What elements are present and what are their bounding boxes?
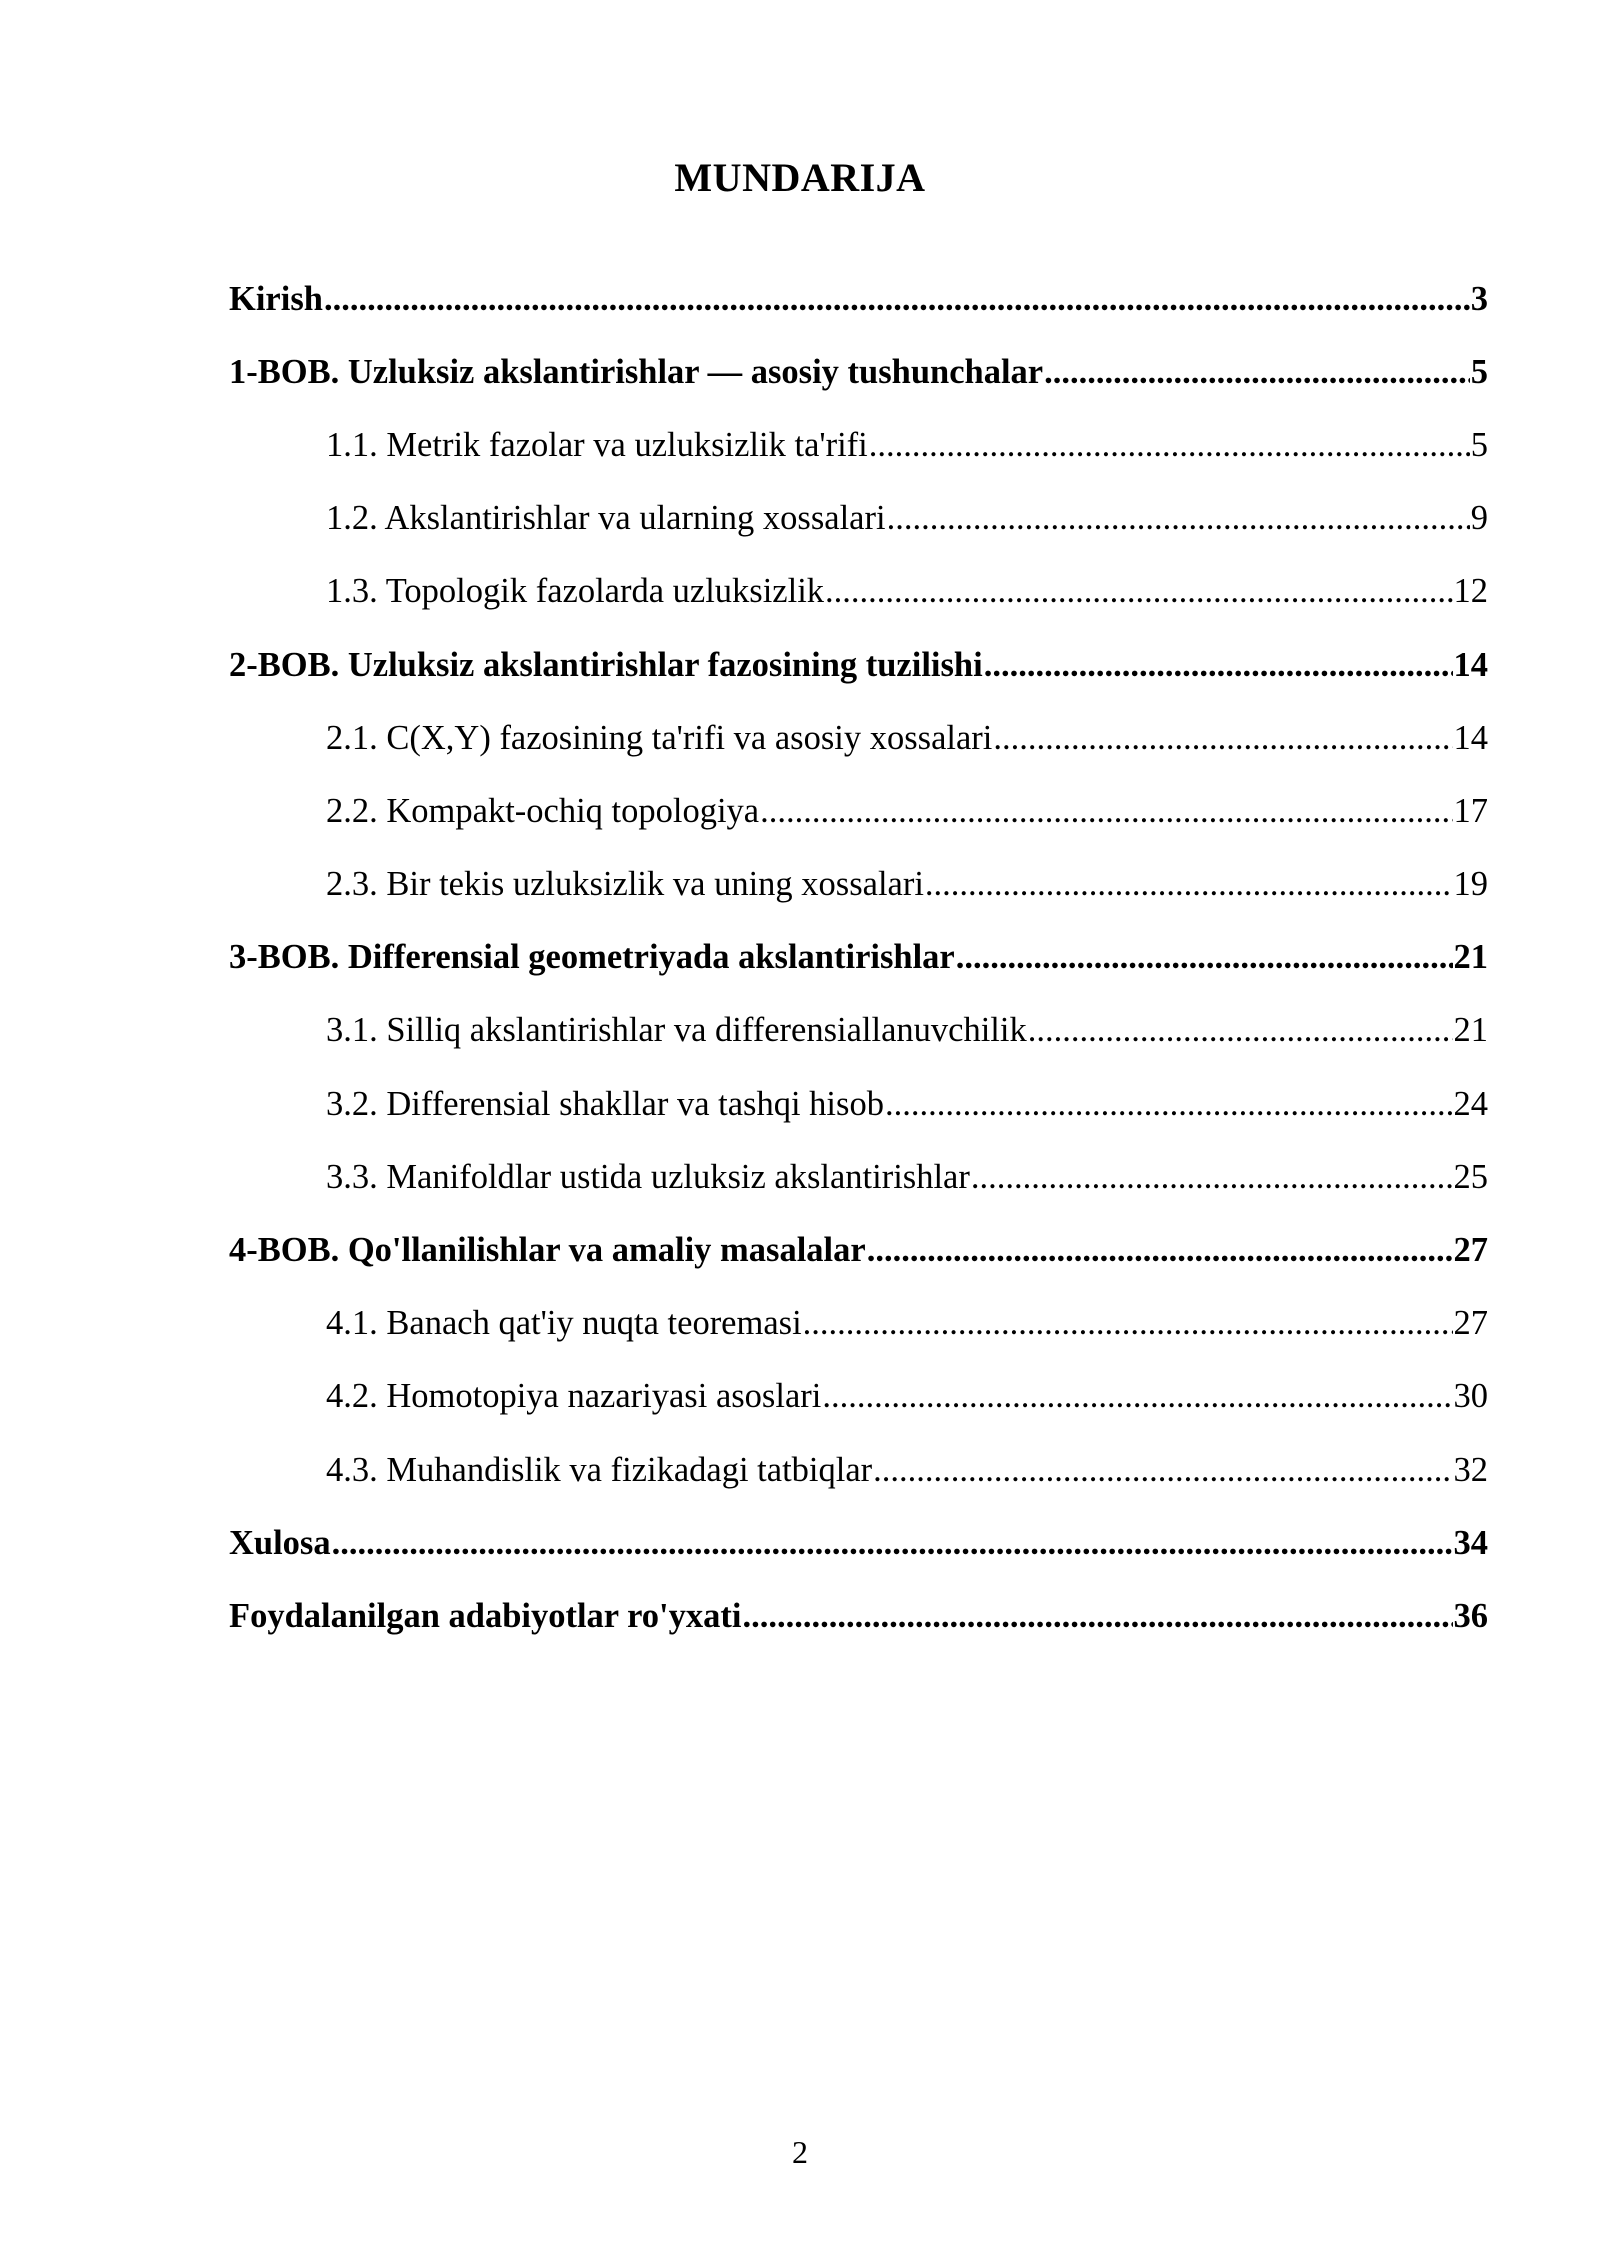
toc-section-entry[interactable]	[229, 1433, 1488, 1506]
toc-section-entry[interactable]	[229, 1140, 1488, 1213]
toc-entry-page: 14	[1453, 645, 1488, 684]
toc-entry-label: 3.2. Differensial shakllar va tashqi hisob	[326, 1084, 884, 1123]
toc-chapter-entry[interactable]	[229, 335, 1488, 408]
toc-section-entry[interactable]	[229, 701, 1488, 774]
toc-section-entry[interactable]	[229, 482, 1488, 555]
page-title: MUNDARIJA	[674, 155, 926, 200]
toc-entry-page: 21	[1453, 938, 1488, 977]
toc-dot-leader	[925, 862, 1453, 906]
toc-entry-label: 4.3. Muhandislik va fizikadagi tatbiqlar	[326, 1450, 873, 1489]
toc-entry-label: Kirish	[229, 279, 323, 318]
toc-entry-label: 3.1. Silliq akslantirishlar va differensiallanuvchilik	[326, 1011, 1027, 1050]
toc-section-entry[interactable]	[229, 848, 1488, 921]
toc-entry-page: 32	[1453, 1450, 1488, 1489]
toc-entry-label: 2.1. C(X,Y) fazosining ta'rifi va asosiy xossalari	[326, 718, 993, 757]
toc-section-entry[interactable]	[229, 1067, 1488, 1140]
toc-chapter-entry[interactable]	[229, 1506, 1488, 1579]
toc-dot-leader	[873, 1448, 1452, 1492]
toc-chapter-entry[interactable]	[229, 1579, 1488, 1652]
toc-dot-leader	[993, 716, 1452, 760]
toc-dot-leader	[825, 569, 1452, 613]
toc-dot-leader	[887, 496, 1470, 540]
toc-entry-page: 21	[1453, 1011, 1488, 1050]
toc-entry-page: 17	[1453, 791, 1488, 830]
toc-entry-label: 3.3. Manifoldlar ustida uzluksiz akslantirishlar	[326, 1157, 970, 1196]
toc-dot-leader	[867, 1228, 1453, 1272]
toc-entry-label: 1.1. Metrik fazolar va uzluksizlik ta'rifi	[326, 425, 868, 464]
toc-entry-page: 9	[1470, 499, 1488, 538]
toc-entry-label: 4.2. Homotopiya nazariyasi asoslari	[326, 1377, 822, 1416]
toc-entry-page: 3	[1470, 279, 1488, 318]
toc-section-entry[interactable]	[229, 1360, 1488, 1433]
toc-dot-leader	[803, 1301, 1453, 1345]
toc-section-entry[interactable]	[229, 408, 1488, 481]
toc-section-entry[interactable]	[229, 994, 1488, 1067]
toc-dot-leader	[822, 1374, 1452, 1418]
toc-dot-leader	[869, 423, 1470, 467]
toc-entry-label: Xulosa	[229, 1523, 331, 1562]
toc-chapter-entry[interactable]	[229, 921, 1488, 994]
toc-dot-leader	[760, 789, 1452, 833]
toc-entry-label: 3-BOB. Differensial geometriyada akslantirishlar	[229, 938, 955, 977]
toc-chapter-entry[interactable]	[229, 628, 1488, 701]
toc-dot-leader	[885, 1082, 1453, 1126]
toc-entry-page: 30	[1453, 1377, 1488, 1416]
toc-entry-page: 14	[1453, 718, 1488, 757]
toc-chapter-entry[interactable]	[229, 262, 1488, 335]
toc-dot-leader	[1044, 350, 1470, 394]
toc-entry-label: 4-BOB. Qo'llanilishlar va amaliy masalalar	[229, 1231, 866, 1270]
toc-entry-page: 27	[1453, 1304, 1488, 1343]
toc-entry-label: 2-BOB. Uzluksiz akslantirishlar fazosining tuzilishi	[229, 645, 983, 684]
toc-section-entry[interactable]	[229, 555, 1488, 628]
toc-entry-label: 4.1. Banach qat'iy nuqta teoremasi	[326, 1304, 802, 1343]
toc-entry-label: Foydalanilgan adabiyotlar ro'yxati	[229, 1596, 742, 1635]
toc-entry-page: 34	[1453, 1523, 1488, 1562]
toc-dot-leader	[956, 935, 1453, 979]
toc-entry-label: 1.2. Akslantirishlar va ularning xossalari	[326, 499, 886, 538]
toc-entry-page: 24	[1453, 1084, 1488, 1123]
toc-dot-leader	[332, 1521, 1453, 1565]
toc-dot-leader	[324, 277, 1470, 321]
toc-entry-page: 25	[1453, 1157, 1488, 1196]
toc-section-entry[interactable]	[229, 1287, 1488, 1360]
toc-chapter-entry[interactable]	[229, 1213, 1488, 1286]
toc-dot-leader	[742, 1594, 1452, 1638]
toc-entry-page: 36	[1453, 1596, 1488, 1635]
toc-entry-label: 2.3. Bir tekis uzluksizlik va uning xossalari	[326, 865, 924, 904]
toc-entry-page: 5	[1470, 425, 1488, 464]
toc-entry-label: 2.2. Kompakt-ochiq topologiya	[326, 791, 760, 830]
toc-dot-leader	[984, 643, 1453, 687]
table-of-contents	[229, 262, 1488, 1653]
toc-entry-label: 1.3. Topologik fazolarda uzluksizlik	[326, 572, 825, 611]
toc-entry-page: 5	[1470, 352, 1488, 391]
toc-dot-leader	[1028, 1008, 1453, 1052]
toc-entry-label: 1-BOB. Uzluksiz akslantirishlar — asosiy tushunchalar	[229, 352, 1044, 391]
toc-entry-page: 12	[1453, 572, 1488, 611]
toc-dot-leader	[971, 1155, 1453, 1199]
toc-entry-page: 19	[1453, 865, 1488, 904]
page-number: 2	[792, 2134, 808, 2170]
toc-section-entry[interactable]	[229, 774, 1488, 847]
toc-entry-page: 27	[1453, 1231, 1488, 1270]
